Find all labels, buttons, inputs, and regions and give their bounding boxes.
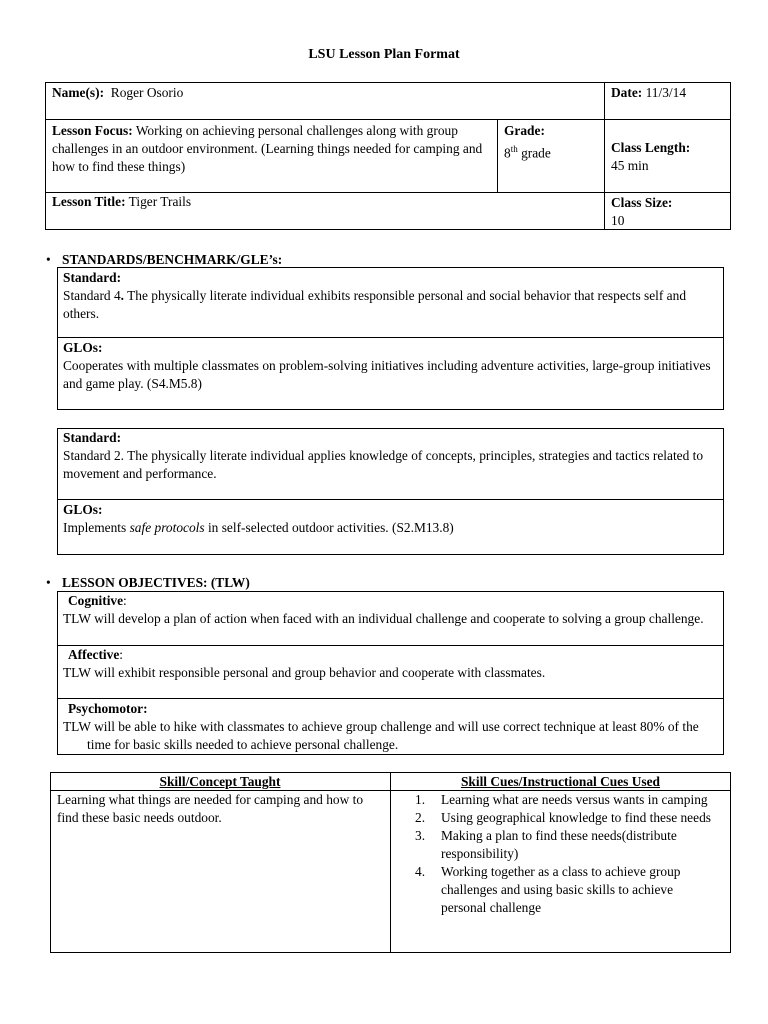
standard-2-text: Standard 2. The physically literate individual applies knowledge of concepts, principles, strategies and tactics related to movement and performance. [63, 448, 704, 481]
lesson-title-label: Lesson Title: [52, 194, 126, 209]
date-field [611, 84, 726, 102]
glos-2-content [63, 501, 719, 537]
lesson-title-value: Tiger Trails [128, 194, 192, 209]
skills-col1-header: Skill/Concept Taught [159, 774, 281, 789]
list-item [415, 809, 720, 827]
affective-text: TLW will exhibit responsible personal and group behavior and cooperate with classmates. [63, 665, 546, 680]
cue-number: 1. [415, 792, 426, 807]
psychomotor-objective [63, 700, 719, 754]
cognitive-label: Cognitive [68, 593, 124, 608]
date-value: 11/3/14 [645, 85, 687, 100]
psychomotor-label: Psychomotor: [68, 701, 148, 716]
standard-1-text: The physically literate individual exhibits responsible personal and social behavior that respects self and others. [63, 288, 687, 321]
name-field [52, 84, 597, 102]
affective-objective: Affective: TLW will exhibit responsible personal and group behavior and cooperate with classmates. [63, 646, 719, 682]
grade-number: 8 [504, 145, 511, 161]
glos-1-text: Cooperates with multiple classmates on problem-solving initiatives including adventure activities, large-group initiatives and game play. (S4.M5.8) [63, 358, 711, 391]
lesson-focus-field [52, 122, 492, 176]
cognitive-objective: Cognitive: TLW will develop a plan of action when faced with an individual challenge and cooperate to solving a group challenge. [63, 592, 719, 628]
grade-field [504, 122, 600, 162]
skills-col2-header: Skill Cues/Instructional Cues Used [460, 774, 661, 789]
glos-1-content [63, 339, 719, 393]
cue-text: Learning what are needs versus wants in camping [441, 792, 708, 807]
glos-1-label: GLOs: [63, 340, 103, 355]
glos-2-pre: Implements [63, 520, 130, 535]
skills-col1-text: Learning what things are needed for camping and how to find these basic needs outdoor. [57, 792, 364, 825]
glos-2-label: GLOs: [63, 502, 103, 517]
list-item [415, 863, 720, 917]
cue-number: 2. [415, 810, 426, 825]
name-value: Roger Osorio [110, 85, 184, 100]
document-title: LSU Lesson Plan Format [308, 47, 460, 62]
standard-1-dot: . [120, 288, 125, 303]
glos-2-italic: safe protocols [129, 520, 205, 535]
standard-2-label: Standard: [63, 430, 122, 445]
cue-number: 3. [415, 828, 426, 843]
cue-text: Working together as a class to achieve group challenges and using basic skills to achieve personal challenge [441, 864, 681, 915]
cue-number: 4. [415, 864, 426, 879]
grade-label: Grade: [504, 123, 545, 138]
standard-1-prefix: Standard 4 [63, 288, 121, 303]
class-size-label: Class Size: [611, 195, 673, 210]
list-item [415, 791, 720, 809]
cues-list [415, 791, 720, 917]
glos-2-post: in self-selected outdoor activities. (S2.M13.8) [204, 520, 454, 535]
lesson-title-field [52, 193, 597, 211]
list-item [415, 827, 720, 863]
class-size-value: 10 [611, 213, 625, 228]
standard-1-label: Standard: [63, 270, 122, 285]
affective-label: Affective [68, 647, 120, 662]
psychomotor-text: TLW will be able to hike with classmates to achieve group challenge and will use correct technique at least 80% of the time for basic skills needed to achieve personal challenge. [63, 719, 699, 752]
standard-1-content [63, 269, 719, 323]
grade-superscript: th [510, 144, 518, 154]
grade-word: grade [521, 145, 551, 161]
cue-text: Making a plan to find these needs(distribute responsibility) [441, 828, 677, 861]
objectives-heading: LESSON OBJECTIVES: (TLW) [62, 575, 250, 590]
cognitive-text: TLW will develop a plan of action when faced with an individual challenge and cooperate to solving a group challenge. [63, 611, 704, 626]
date-label: Date: [611, 85, 643, 100]
standards-heading: STANDARDS/BENCHMARK/GLE’s: [62, 252, 283, 267]
class-size-field [611, 194, 726, 230]
class-length-field [611, 139, 726, 175]
name-label: Name(s): [52, 85, 105, 100]
lesson-focus-label: Lesson Focus: [52, 123, 133, 138]
cue-text: Using geographical knowledge to find these needs [441, 810, 711, 825]
class-length-value: 45 min [611, 158, 649, 173]
lesson-focus-value: Working on achieving personal challenges along with group challenges in an outdoor environment. (Learning things needed for camping and how to find these things) [52, 123, 483, 174]
class-length-label: Class Length: [611, 140, 691, 155]
standard-2-content [63, 429, 719, 483]
